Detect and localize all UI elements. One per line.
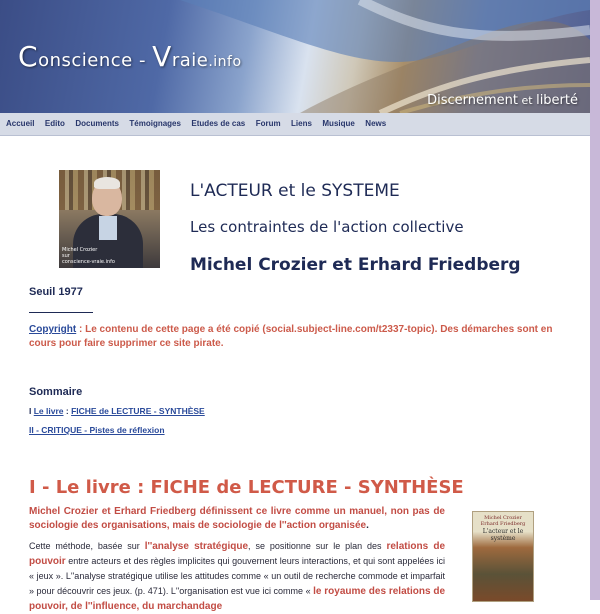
nav-musique[interactable]: Musique [322, 119, 355, 128]
toc-item-1: I Le livre : FICHE de LECTURE - SYNTHÈSE [29, 406, 205, 416]
photo-person-hair [94, 177, 120, 189]
site-banner [0, 0, 590, 113]
main-nav [0, 113, 590, 136]
nav-temoignages[interactable]: Témoignages [129, 119, 181, 128]
nav-edito[interactable]: Edito [44, 119, 65, 128]
section-paragraph: Cette méthode, basée sur l''analyse stratégique, se positionne sur le plan des relations de pouvoir entre acteurs et des règles implicites qui gouvernent leurs interactions, et qui sont appelées ici « jeux ». L''analyse stratégique utilise les attitudes comme « un outil de recherche commode et imparfait » pour découvrir ces jeux. (p. 471). L''organisation est vue ici comme « le royaume des relations de pouvoir, de l''influence, du marchandage [29, 541, 446, 612]
book-subtitle: Les contraintes de l'action collective [190, 218, 464, 236]
book-cover-authors: Michel Crozier Erhard Friedberg [480, 515, 526, 527]
author-photo [59, 170, 160, 268]
nav-documents[interactable]: Documents [75, 119, 119, 128]
nav-forum[interactable]: Forum [255, 119, 281, 128]
nav-etudes-de-cas[interactable]: Etudes de cas [191, 119, 246, 128]
nav-news[interactable]: News [365, 119, 387, 128]
book-authors: Michel Crozier et Erhard Friedberg [190, 255, 521, 275]
toc-link-fiche-lecture[interactable]: FICHE de LECTURE - SYNTHÈSE [71, 406, 205, 416]
publisher-info: Seuil 1977 [29, 286, 83, 298]
toc-link-le-livre[interactable]: Le livre [33, 406, 64, 416]
book-cover-title: L'acteur et le système [482, 528, 524, 542]
divider [29, 312, 93, 313]
section-lead: Michel Crozier et Erhard Friedberg définissent ce livre comme un manuel, non pas de sociologie des organisations, mais de sociologie de l''action organisée. [29, 506, 445, 531]
photo-caption: Michel Crozier sur conscience-vraie.info [62, 247, 115, 265]
copyright-notice [29, 323, 567, 351]
book-title: L'ACTEUR et le SYSTEME [190, 181, 400, 201]
nav-liens[interactable]: Liens [291, 119, 312, 128]
site-tagline: Discernement et liberté [427, 93, 578, 108]
book-cover-image [472, 511, 534, 602]
section-heading: I - Le livre : FICHE de LECTURE - SYNTHÈSE [29, 477, 464, 498]
sommaire-heading: Sommaire [29, 386, 83, 398]
photo-person-shirt [99, 216, 117, 240]
site-logo[interactable]: Conscience - Vraie.info [18, 40, 242, 73]
right-sidebar-strip [590, 0, 600, 600]
toc-item-2 [29, 425, 165, 435]
copyright-link[interactable]: Copyright [29, 324, 77, 335]
nav-accueil[interactable]: Accueil [6, 119, 35, 128]
copyright-text: : Le contenu de cette page a été copié (social.subject-line.com/t2337-topic). Des démarches sont en cours pour faire supprimer ce site pirate. [29, 324, 553, 349]
toc-link-critique[interactable]: II - CRITIQUE - Pistes de réflexion [29, 425, 165, 435]
